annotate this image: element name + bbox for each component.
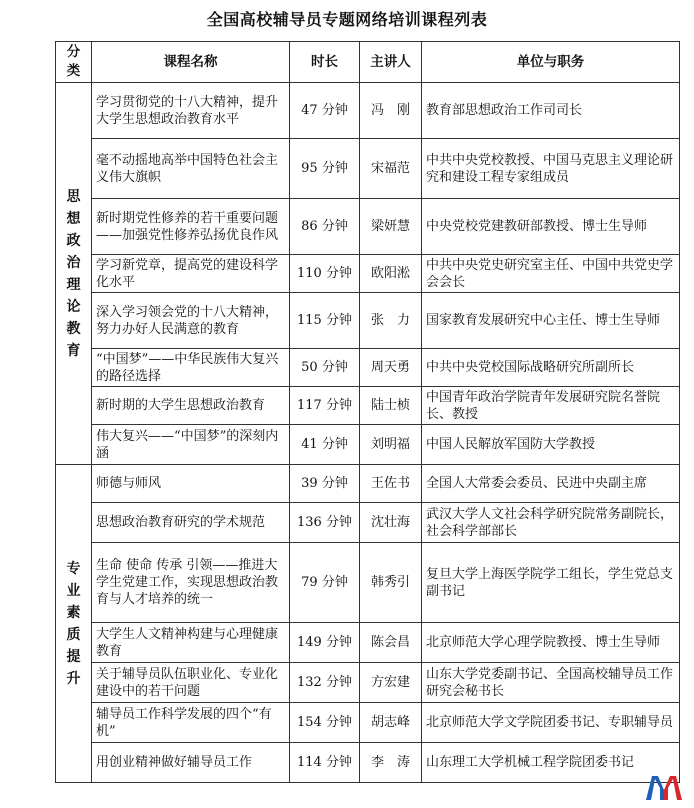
- duration-cell: 47 分钟: [290, 83, 360, 139]
- unit-cell: 中央党校党建教研部教授、博士生导师: [422, 199, 680, 255]
- table-row: [56, 543, 680, 623]
- course-name-cell: 新时期党性修养的若干重要问题——加强党性修养弘扬优良作风: [92, 199, 290, 255]
- course-name-cell: 毫不动摇地高举中国特色社会主义伟大旗帜: [92, 139, 290, 199]
- page-title: 全国高校辅导员专题网络培训课程列表: [206, 10, 488, 29]
- duration-cell: 132 分钟: [290, 663, 360, 703]
- course-name-cell: 生命 使命 传承 引领——推进大学生党建工作，实现思想政治教育与人才培养的统一: [92, 543, 290, 623]
- table-row: [56, 83, 680, 139]
- table-header-row: [56, 42, 680, 83]
- speaker-cell: 周天勇: [360, 349, 422, 387]
- duration-cell: 117 分钟: [290, 387, 360, 425]
- speaker-cell: 欧阳淞: [360, 255, 422, 293]
- unit-cell: 中共中央党校教授、中国马克思主义理论研究和建设工程专家组成员: [422, 139, 680, 199]
- unit-cell: 国家教育发展研究中心主任、博士生导师: [422, 293, 680, 349]
- duration-cell: 114 分钟: [290, 743, 360, 783]
- unit-cell: 中共中央党史研究室主任、中国中共党史学会会长: [422, 255, 680, 293]
- speaker-cell: 胡志峰: [360, 703, 422, 743]
- course-name-cell: 关于辅导员队伍职业化、专业化建设中的若干问题: [92, 663, 290, 703]
- category-label: 专业素质提升: [66, 560, 81, 687]
- table-row: [56, 387, 680, 425]
- table-row: [56, 199, 680, 255]
- course-name-cell: 深入学习领会党的十八大精神，努力办好人民满意的教育: [92, 293, 290, 349]
- speaker-cell: 刘明福: [360, 425, 422, 465]
- unit-cell: 北京师范大学文学院团委书记、专职辅导员: [422, 703, 680, 743]
- unit-cell: 教育部思想政治工作司司长: [422, 83, 680, 139]
- speaker-cell: 宋福范: [360, 139, 422, 199]
- unit-cell: 北京师范大学心理学院教授、博士生导师: [422, 623, 680, 663]
- course-name-cell: 师德与师风: [92, 465, 290, 503]
- course-name-cell: 伟大复兴——“中国梦”的深刻内涵: [92, 425, 290, 465]
- speaker-cell: 王佐书: [360, 465, 422, 503]
- course-name-cell: 学习贯彻党的十八大精神，提升大学生思想政治教育水平: [92, 83, 290, 139]
- table-row: [56, 139, 680, 199]
- table-body: [56, 83, 680, 783]
- header-category: 分类: [56, 42, 92, 83]
- duration-cell: 95 分钟: [290, 139, 360, 199]
- course-name-cell: 大学生人文精神构建与心理健康教育: [92, 623, 290, 663]
- unit-cell: 武汉大学人文社会科学研究院常务副院长，社会科学部部长: [422, 503, 680, 543]
- unit-cell: 全国人大常委会委员、民进中央副主席: [422, 465, 680, 503]
- duration-cell: 39 分钟: [290, 465, 360, 503]
- speaker-cell: 李 涛: [360, 743, 422, 783]
- category-cell: [56, 83, 92, 465]
- duration-cell: 50 分钟: [290, 349, 360, 387]
- course-name-cell: 新时期的大学生思想政治教育: [92, 387, 290, 425]
- duration-cell: 149 分钟: [290, 623, 360, 663]
- course-name-cell: “中国梦”——中华民族伟大复兴的路径选择: [92, 349, 290, 387]
- header-course: 课程名称: [92, 42, 290, 83]
- table-row: [56, 293, 680, 349]
- course-name-cell: 思想政治教育研究的学术规范: [92, 503, 290, 543]
- duration-cell: 110 分钟: [290, 255, 360, 293]
- table-row: [56, 425, 680, 465]
- course-table: [55, 41, 680, 783]
- category-label: 思想政治理论教育: [66, 188, 81, 359]
- unit-cell: 山东理工大学机械工程学院团委书记: [422, 743, 680, 783]
- table-row: [56, 465, 680, 503]
- table-row: [56, 503, 680, 543]
- unit-cell: 中共中央党校国际战略研究所副所长: [422, 349, 680, 387]
- speaker-cell: 冯 刚: [360, 83, 422, 139]
- table-row: [56, 703, 680, 743]
- brand-logo-icon: [644, 772, 684, 802]
- speaker-cell: 陈会昌: [360, 623, 422, 663]
- speaker-cell: 梁妍慧: [360, 199, 422, 255]
- duration-cell: 136 分钟: [290, 503, 360, 543]
- header-unit: 单位与职务: [422, 42, 680, 83]
- speaker-cell: 陆士桢: [360, 387, 422, 425]
- duration-cell: 41 分钟: [290, 425, 360, 465]
- table-row: [56, 663, 680, 703]
- unit-cell: 山东大学党委副书记、全国高校辅导员工作研究会秘书长: [422, 663, 680, 703]
- speaker-cell: 方宏建: [360, 663, 422, 703]
- header-speaker: 主讲人: [360, 42, 422, 83]
- duration-cell: 115 分钟: [290, 293, 360, 349]
- course-name-cell: 辅导员工作科学发展的四个“有机”: [92, 703, 290, 743]
- speaker-cell: 张 力: [360, 293, 422, 349]
- table-row: [56, 743, 680, 783]
- table-row: [56, 255, 680, 293]
- unit-cell: 复旦大学上海医学院学工组长，学生党总支副书记: [422, 543, 680, 623]
- unit-cell: 中国青年政治学院青年发展研究院名誉院长、教授: [422, 387, 680, 425]
- table-row: [56, 623, 680, 663]
- speaker-cell: 韩秀引: [360, 543, 422, 623]
- duration-cell: 154 分钟: [290, 703, 360, 743]
- header-duration: 时长: [290, 42, 360, 83]
- duration-cell: 86 分钟: [290, 199, 360, 255]
- course-name-cell: 学习新党章，提高党的建设科学化水平: [92, 255, 290, 293]
- category-cell: [56, 465, 92, 783]
- unit-cell: 中国人民解放军国防大学教授: [422, 425, 680, 465]
- course-name-cell: 用创业精神做好辅导员工作: [92, 743, 290, 783]
- speaker-cell: 沈壮海: [360, 503, 422, 543]
- table-row: [56, 349, 680, 387]
- duration-cell: 79 分钟: [290, 543, 360, 623]
